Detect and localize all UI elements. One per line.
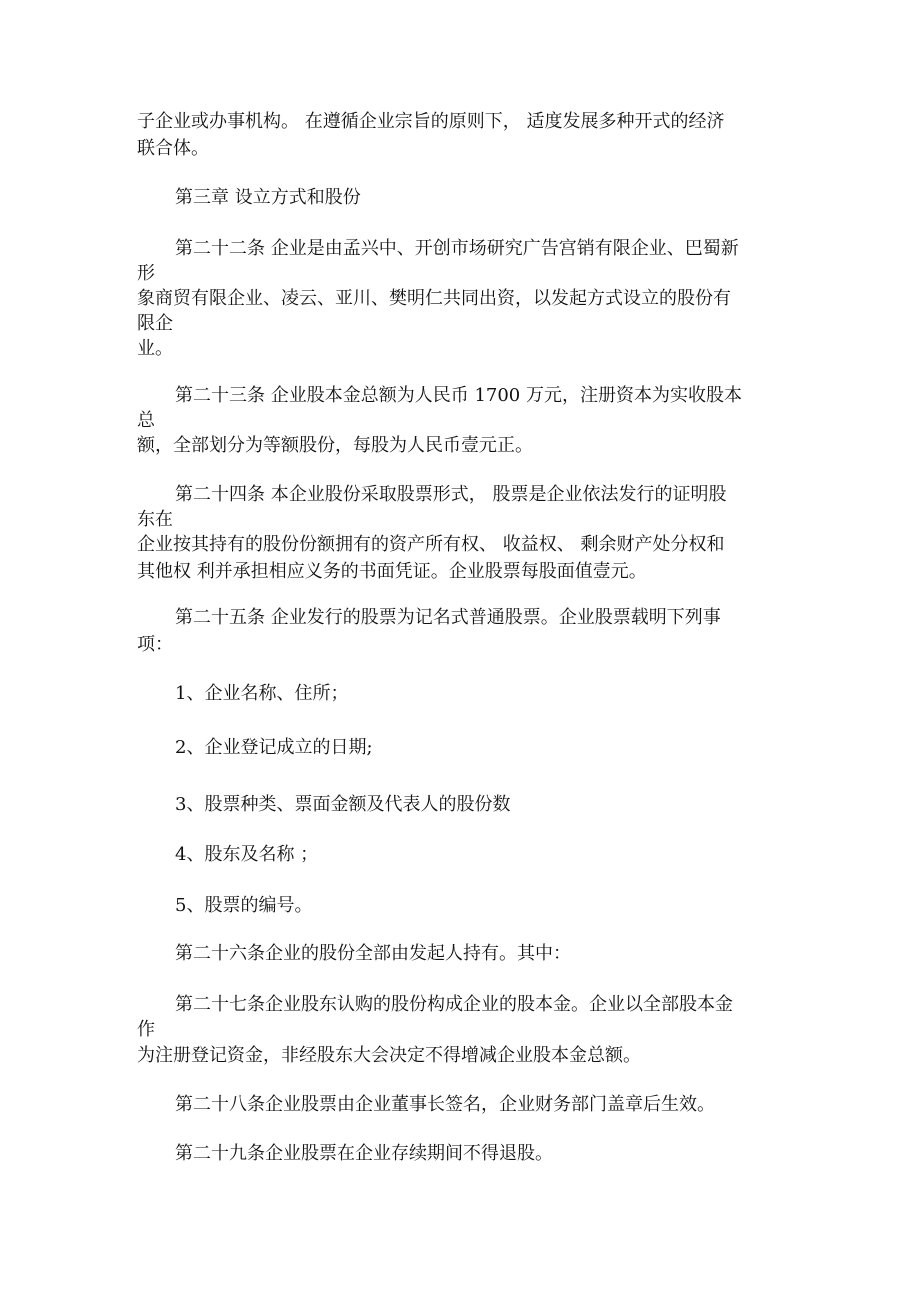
article-23-line: 额，全部划分为等额股份，每股为人民币壹元正。 <box>137 435 533 456</box>
article-24-line: 企业按其持有的股份份额拥有的资产所有权、 收益权、 剩余财产处分权和 <box>137 534 725 555</box>
article-22-line: 限企 <box>137 313 173 334</box>
list-item: 4、股东及名称 ； <box>175 844 319 865</box>
list-item: 2、企业登记成立的日期; <box>175 737 373 758</box>
article-27-line: 第二十七条企业股东认购的股份构成企业的股本金。企业以全部股本金 <box>175 994 733 1015</box>
article-25-line: 项： <box>137 634 173 655</box>
article-22-line: 形 <box>137 263 155 284</box>
article-22-line: 业。 <box>137 338 173 359</box>
list-item: 5、股票的编号。 <box>175 895 313 916</box>
chapter-heading: 第三章 设立方式和股份 <box>175 187 361 208</box>
article-26-line: 第二十六条企业的股份全部由发起人持有。其中： <box>175 943 571 964</box>
article-24-line: 其他权 利并承担相应义务的书面凭证。企业股票每股面值壹元。 <box>137 561 647 582</box>
article-25-line: 第二十五条 企业发行的股票为记名式普通股票。企业股票载明下列事 <box>175 607 721 628</box>
article-27-line: 作 <box>137 1019 155 1040</box>
text-line: 子企业或办事机构。 在遵循企业宗旨的原则下， 适度发展多种开式的经济 <box>137 111 725 132</box>
article-23-line: 第二十三条 企业股本金总额为人民币 1700 万元，注册资本为实收股本 <box>175 385 742 406</box>
article-29-line: 第二十九条企业股票在企业存续期间不得退股。 <box>175 1143 553 1164</box>
article-22-line: 第二十二条 企业是由孟兴中、开创市场研究广告宫销有限企业、巴蜀新 <box>175 238 739 259</box>
article-24-line: 东在 <box>137 509 173 530</box>
list-item: 1、企业名称、住所； <box>175 683 349 704</box>
list-item: 3、股票种类、票面金额及代表人的股份数 <box>175 794 511 815</box>
article-23-line: 总 <box>137 410 155 431</box>
text-line: 联合体。 <box>137 138 209 159</box>
article-28-line: 第二十八条企业股票由企业董事长签名，企业财务部门盖章后生效。 <box>175 1094 715 1115</box>
article-27-line: 为注册登记资金，非经股东大会决定不得增减企业股本金总额。 <box>137 1045 641 1066</box>
article-24-line: 第二十四条 本企业股份采取股票形式， 股票是企业依法发行的证明股 <box>175 484 727 505</box>
article-22-line: 象商贸有限企业、凌云、亚川、樊明仁共同出资，以发起方式设立的股份有 <box>137 288 731 309</box>
